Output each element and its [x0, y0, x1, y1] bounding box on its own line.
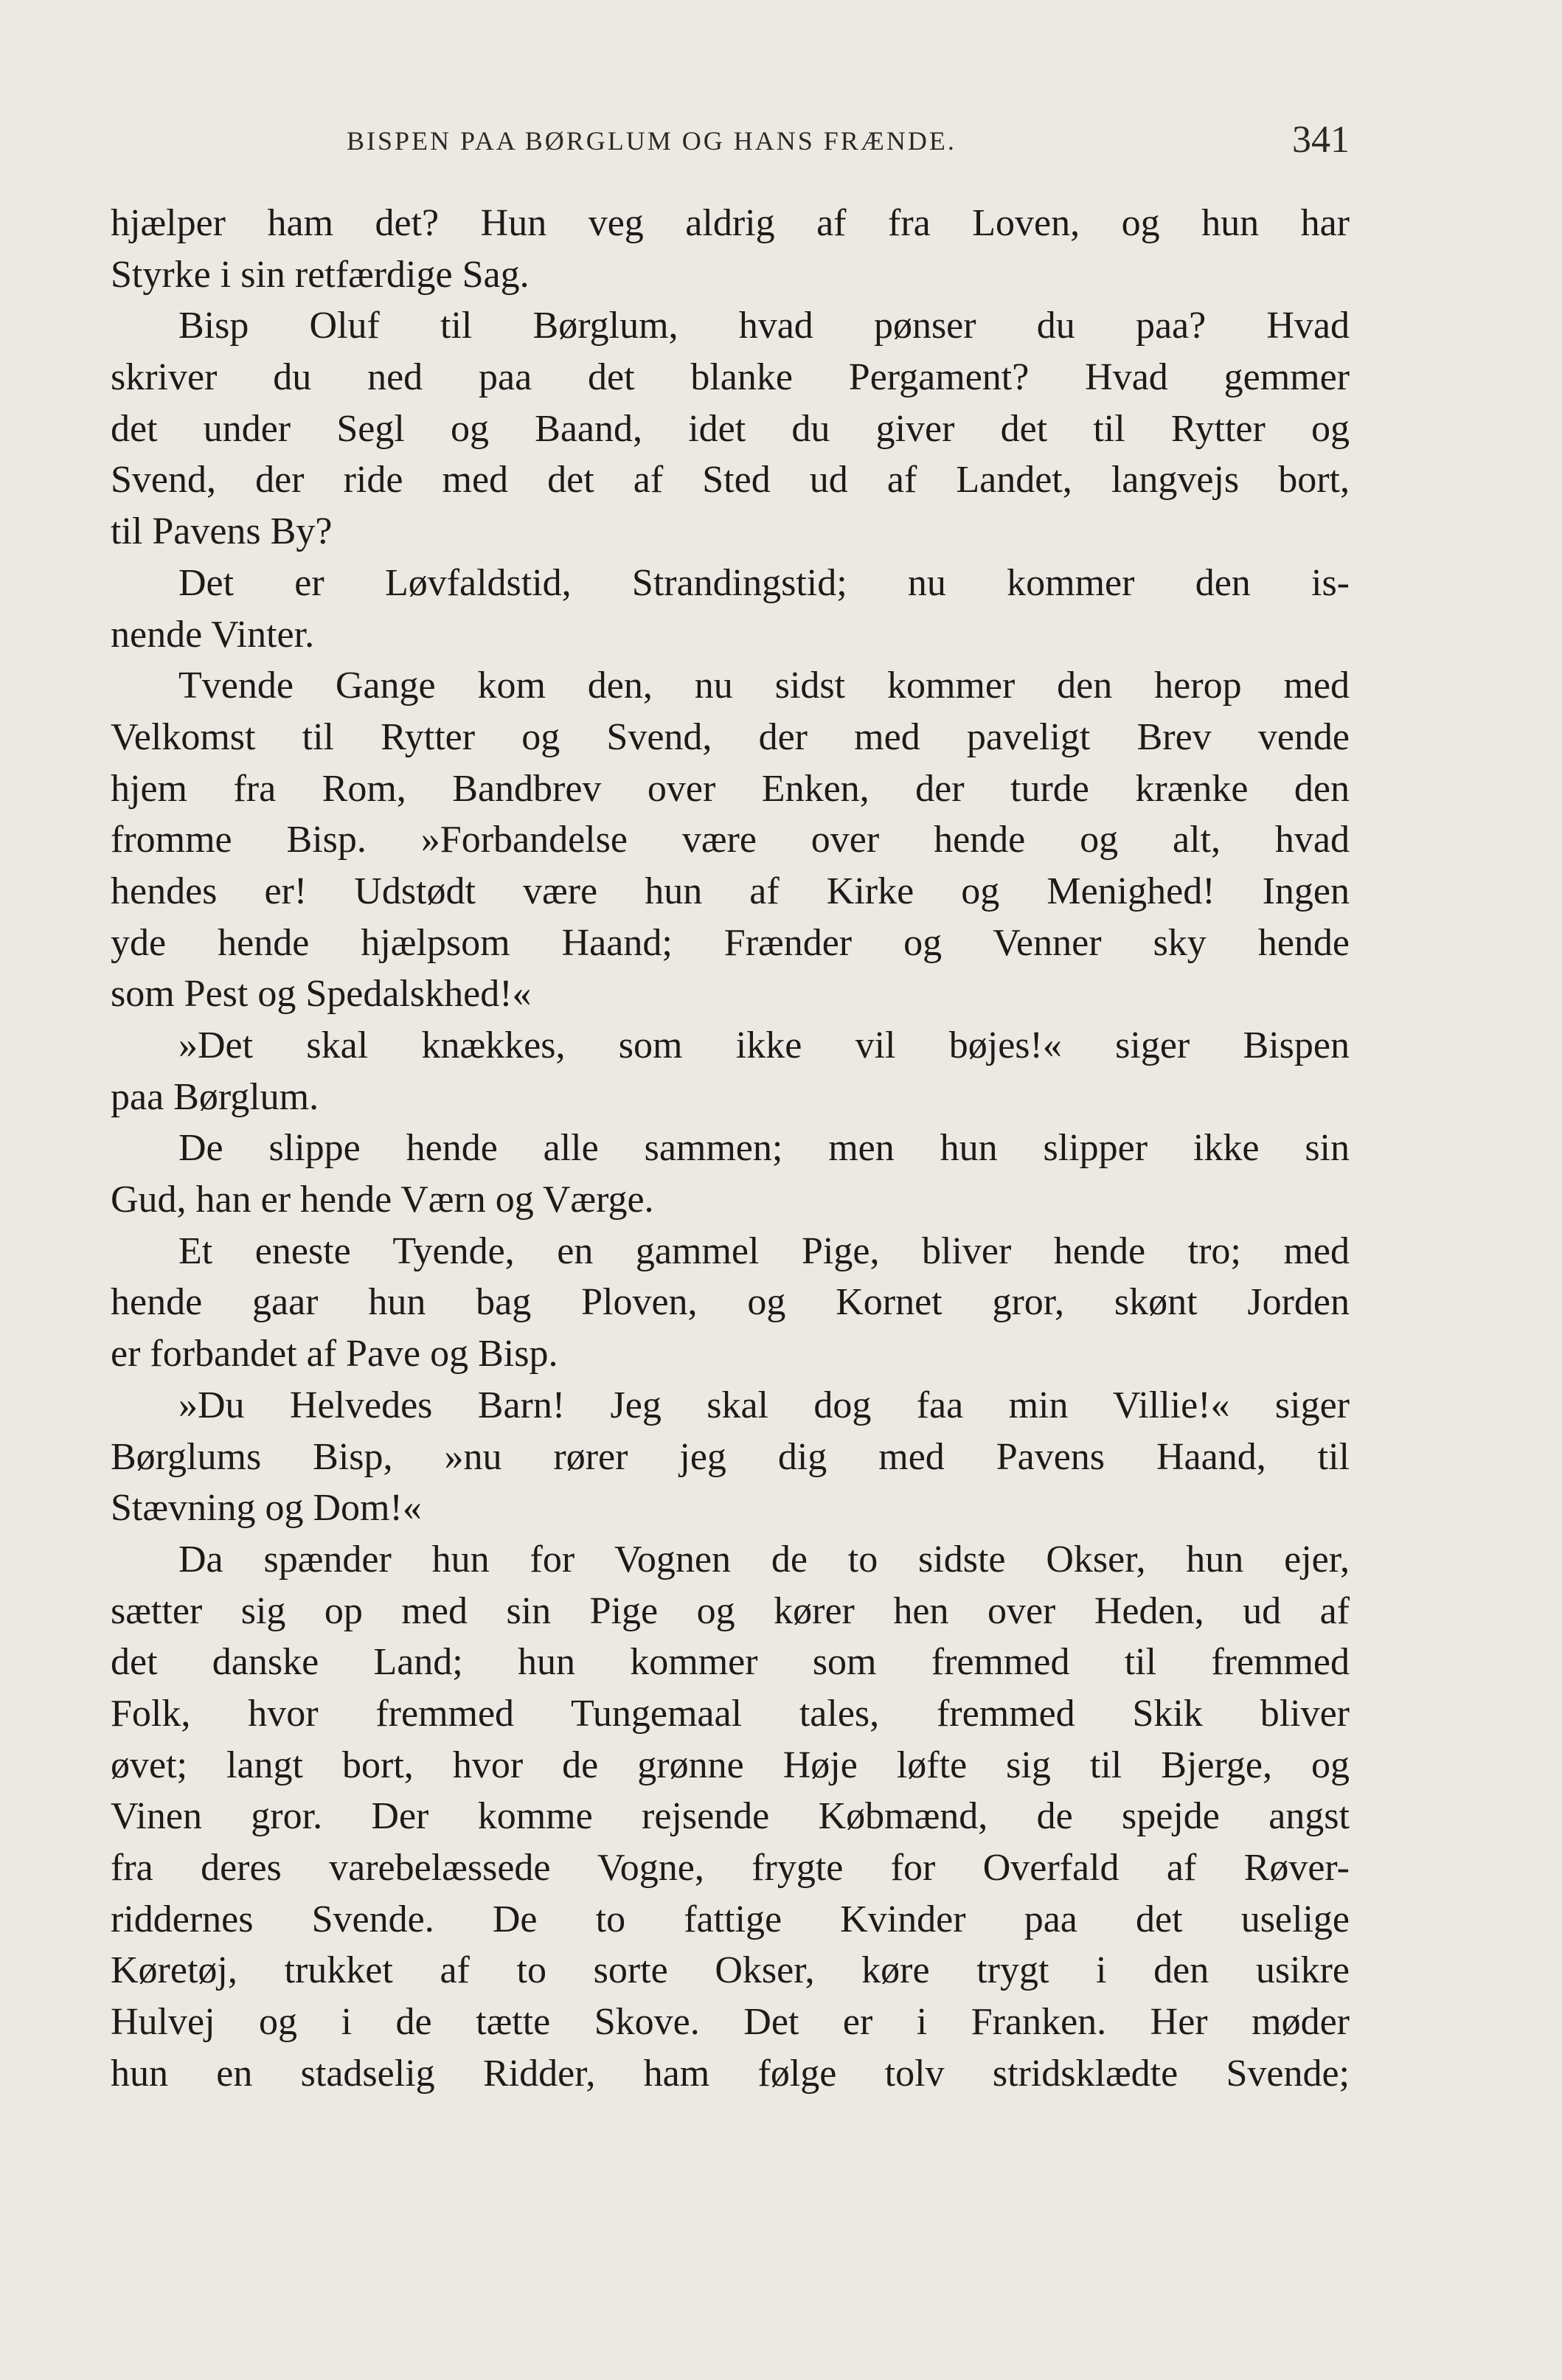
running-title: BISPEN PAA BØRGLUM OG HANS FRÆNDE. — [347, 126, 957, 156]
text-line: det danske Land; hun kommer som fremmed til fremmed — [111, 1641, 1350, 1684]
page-number: 341 — [1292, 119, 1350, 161]
text-line: Da spænder hun for Vognen de to sidste Okser, hun ejer, — [178, 1538, 1350, 1581]
text-line: skriver du ned paa det blanke Pergament? Hvad gemmer — [111, 356, 1350, 399]
text-line: Styrke i sin retfærdige Sag. — [111, 253, 530, 296]
text-line: Stævning og Dom!« — [111, 1487, 422, 1530]
text-line: som Pest og Spedalskhed!« — [111, 973, 532, 1016]
text-line: hun en stadselig Ridder, ham følge tolv stridsklædte Svende; — [111, 2052, 1350, 2095]
text-line: øvet; langt bort, hvor de grønne Høje løfte sig til Bjerge, og — [111, 1744, 1350, 1786]
text-line: hjem fra Rom, Bandbrev over Enken, der turde krænke den — [111, 767, 1350, 810]
text-line: hjælper ham det? Hun veg aldrig af fra Loven, og hun har — [111, 202, 1350, 244]
text-line: sætter sig op med sin Pige og kører hen over Heden, ud af — [111, 1589, 1350, 1632]
text-line: Bisp Oluf til Børglum, hvad pønser du paa? Hvad — [178, 305, 1350, 347]
text-line: fra deres varebelæssede Vogne, frygte for Overfald af Røver- — [111, 1847, 1350, 1889]
text-line: det under Segl og Baand, idet du giver det til Rytter og — [111, 407, 1350, 450]
text-line: yde hende hjælpsom Haand; Frænder og Venner sky hende — [111, 921, 1350, 964]
text-line: paa Børglum. — [111, 1075, 319, 1118]
text-line: Velkomst til Rytter og Svend, der med paveligt Brev vende — [111, 715, 1350, 758]
text-line: Folk, hvor fremmed Tungemaal tales, fremmed Skik bliver — [111, 1692, 1350, 1735]
text-line: Børglums Bisp, »nu rører jeg dig med Pavens Haand, til — [111, 1435, 1350, 1478]
text-line: Gud, han er hende Værn og Værge. — [111, 1179, 654, 1221]
text-line: fromme Bisp. »Forbandelse være over hende og alt, hvad — [111, 819, 1350, 861]
text-line: til Pavens By? — [111, 510, 333, 553]
text-line: hendes er! Udstødt være hun af Kirke og Menighed! Ingen — [111, 870, 1350, 912]
text-line: hende gaar hun bag Ploven, og Kornet gror, skønt Jorden — [111, 1281, 1350, 1324]
text-line: Et eneste Tyende, en gammel Pige, bliver hende tro; med — [178, 1229, 1350, 1272]
text-line: nende Vinter. — [111, 613, 315, 656]
text-line: Det er Løvfaldstid, Strandingstid; nu kommer den is- — [178, 561, 1350, 604]
text-line: De slippe hende alle sammen; men hun slipper ikke sin — [178, 1127, 1350, 1170]
text-line: Svend, der ride med det af Sted ud af Landet, langvejs bort, — [111, 459, 1350, 502]
body-text — [111, 198, 1350, 2099]
text-line: Hulvej og i de tætte Skove. Det er i Franken. Her møder — [111, 2001, 1350, 2044]
text-line: Køretøj, trukket af to sorte Okser, køre trygt i den usikre — [111, 1949, 1350, 1992]
text-line: Tvende Gange kom den, nu sidst kommer den herop med — [178, 665, 1350, 707]
text-line: »Du Helvedes Barn! Jeg skal dog faa min Villie!« siger — [178, 1384, 1350, 1426]
text-line: Vinen gror. Der komme rejsende Købmænd, de spejde angst — [111, 1795, 1350, 1838]
text-line: er forbandet af Pave og Bisp. — [111, 1333, 558, 1375]
text-line: »Det skal knækkes, som ikke vil bøjes!« siger Bispen — [178, 1024, 1350, 1066]
running-head — [111, 118, 1350, 170]
text-line: riddernes Svende. De to fattige Kvinder paa det uselige — [111, 1898, 1350, 1940]
